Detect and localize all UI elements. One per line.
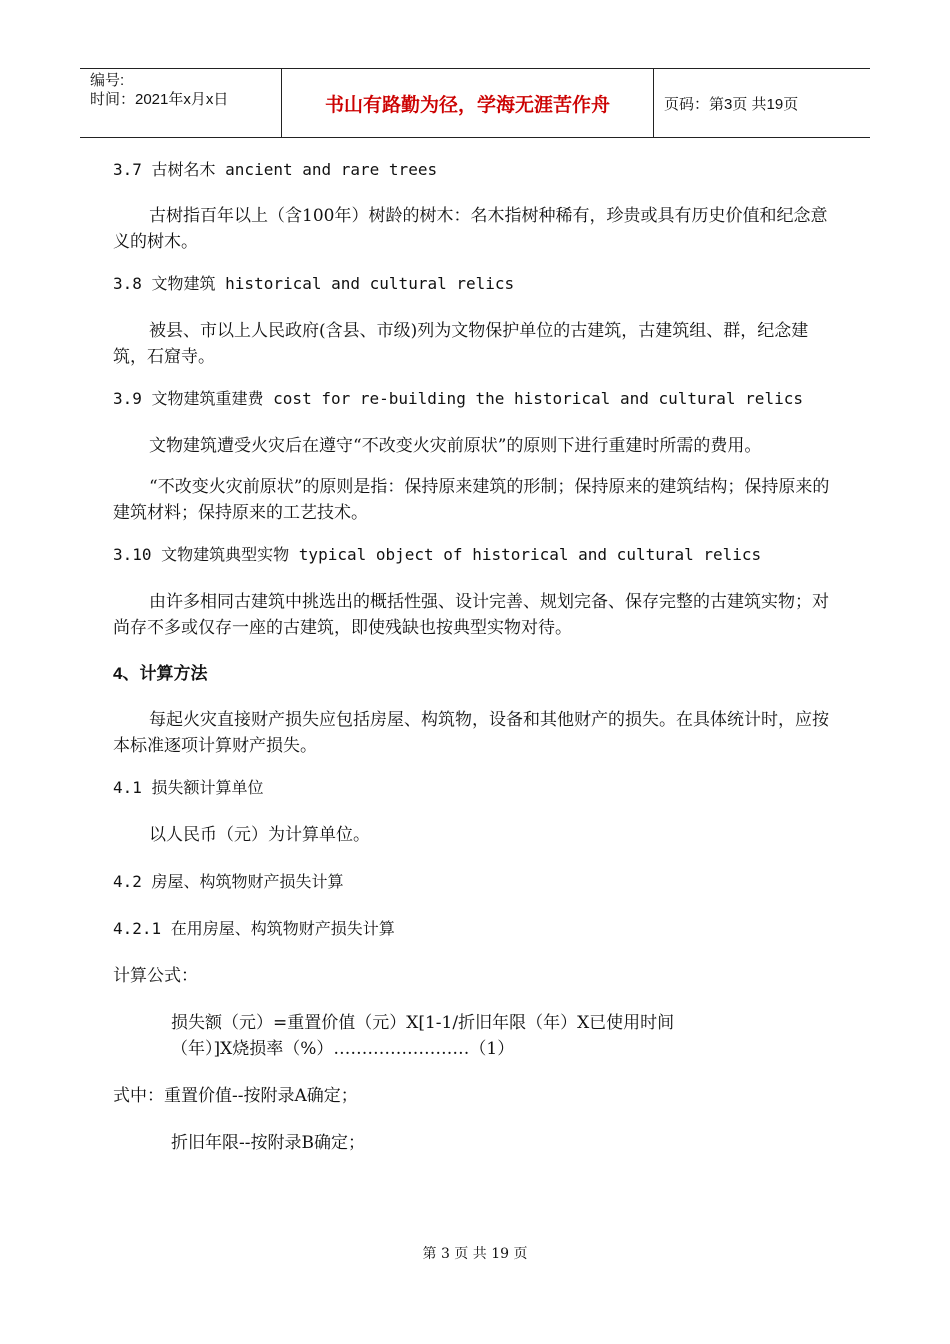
document-body [113,150,838,1156]
section-4-1-body: 以人民币（元）为计算单位。 [149,825,370,845]
header-motto: 书山有路勤为径，学海无涯苦作舟 [282,69,654,137]
formula-label: 计算公式： [113,966,198,986]
section-4-heading: 4、计算方法 [113,664,208,683]
section-3-8-body: 被县、市以上人民政府(含县、市级)列为文物保护单位的古建筑，古建筑组、群，纪念建筑，石窟寺。 [113,321,809,367]
header-meta [80,69,282,137]
page-header [80,68,870,138]
section-4-2-1-heading: 4.2.1 在用房屋、构筑物财产损失计算 [113,919,395,938]
section-4-2-heading: 4.2 房屋、构筑物财产损失计算 [113,872,344,891]
formula-depreciation-line: 折旧年限--按附录B确定； [171,1133,365,1153]
section-3-10-body: 由许多相同古建筑中挑选出的概括性强、设计完善、规划完备、保存完整的古建筑实物；对尚存不多或仅存一座的古建筑，即使残缺也按典型实物对待。 [113,592,829,638]
section-3-9-heading: 3.9 文物建筑重建费 cost for re-building the historical and cultural relics [113,389,803,408]
document-number-label: 编号: [90,72,125,89]
section-4-body: 每起火灾直接财产损失应包括房屋、构筑物，设备和其他财产的损失。在具体统计时，应按本标准逐项计算财产损失。 [113,710,829,756]
section-3-7-heading: 3.7 古树名木 ancient and rare trees [113,160,438,179]
formula-line-2: （年）]X烧损率（%）……………………（1） [171,1039,515,1059]
section-3-7-body: 古树指百年以上（含100年）树龄的树木：名木指树种稀有，珍贵或具有历史价值和纪念意义的树木。 [113,206,828,252]
formula-line-1: 损失额（元）=重置价值（元）X[1-1/折旧年限（年）X已使用时间 [171,1013,675,1033]
document-date: 时间：2021年x月x日 [90,91,229,108]
header-page-info: 页码：第3页 共19页 [664,95,799,113]
section-3-9-body-1: 文物建筑遭受火灾后在遵守“不改变火灾前原状”的原则下进行重建时所需的费用。 [149,436,762,456]
formula-where-line: 式中：重置价值--按附录A确定； [113,1086,358,1106]
section-3-10-heading: 3.10 文物建筑典型实物 typical object of historical and cultural relics [113,545,762,564]
section-3-9-body-2: “不改变火灾前原状”的原则是指：保持原来建筑的形制；保持原来的建筑结构；保持原来的建筑材料；保持原来的工艺技术。 [113,477,830,523]
section-4-1-heading: 4.1 损失额计算单位 [113,778,264,797]
section-3-8-heading: 3.8 文物建筑 historical and cultural relics [113,274,515,293]
page-footer: 第 3 页 共 19 页 [422,1246,528,1262]
